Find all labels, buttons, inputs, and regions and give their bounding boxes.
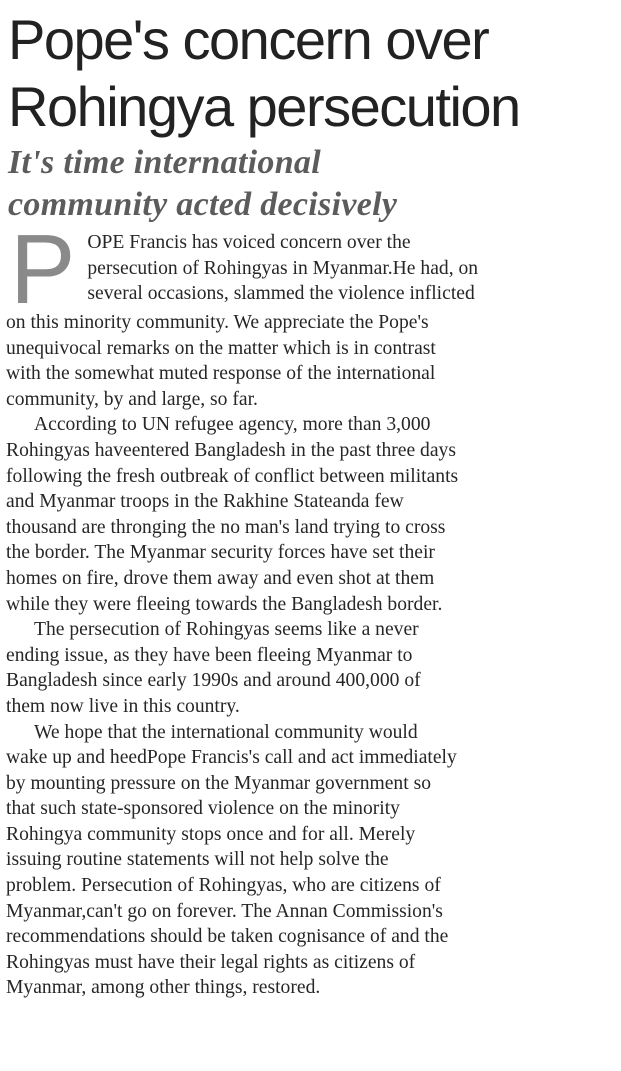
article-body: [6, 214, 612, 1001]
text-line: homes on fire, drove them away and even shot at them: [6, 567, 435, 589]
text-line: OPE Francis has voiced concern over the: [87, 232, 411, 253]
text-line: that such state-sponsored violence on the minority: [6, 798, 400, 820]
text-line: while they were fleeing towards the Bangladesh border.: [6, 593, 443, 615]
text-line: Rohingya community stops once and for all. Merely: [6, 823, 416, 845]
text-line: them now live in this country.: [6, 695, 240, 717]
text-line: thousand are thronging the no man's land trying to cross: [6, 516, 446, 538]
text-line: We hope that the international community would: [34, 721, 418, 743]
text-line: community, by and large, so far.: [6, 388, 258, 410]
text-line: ending issue, as they have been fleeing Myanmar to: [6, 644, 413, 666]
editorial-article: [6, 6, 612, 1064]
text-line: According to UN refugee agency, more than 3,000: [34, 414, 431, 436]
text-line: Bangladesh since early 1990s and around 400,000 of: [6, 670, 421, 692]
text-line: The persecution of Rohingyas seems like a never: [34, 619, 419, 641]
text-line: issuing routine statements will not help solve the: [6, 849, 389, 871]
text-line: several occasions, slammed the violence inflicted: [87, 283, 475, 305]
drop-cap: P: [10, 214, 76, 324]
text-line: Rohingyas must have their legal rights as citizens of: [6, 951, 416, 973]
paragraph-4: [6, 720, 612, 1002]
text-line: wake up and heedPope Francis's call and act immediately: [6, 747, 457, 769]
text-line: unequivocal remarks on the matter which is in contrast: [6, 337, 436, 359]
text-line: Myanmar,can't go on forever. The Annan Commission's: [6, 900, 443, 922]
text-line: problem. Persecution of Rohingyas, who are citizens of: [6, 875, 441, 897]
text-line: by mounting pressure on the Myanmar government so: [6, 772, 431, 794]
paragraph-1: [6, 214, 612, 412]
text-line: Rohingyas haveentered Bangladesh in the past three days: [6, 439, 456, 461]
text-line: recommendations should be taken cognisance of and the: [6, 926, 449, 948]
subheadline: [6, 142, 612, 226]
text-line: following the fresh outbreak of conflict between militants: [6, 465, 459, 487]
text-line: and Myanmar troops in the Rakhine Stateanda few: [6, 491, 404, 513]
paragraph-2: [6, 412, 612, 617]
text-line: on this minority community. We appreciate the Pope's: [6, 312, 429, 333]
text-line: Myanmar, among other things, restored.: [6, 977, 321, 999]
headline-line: Pope's concern over: [8, 8, 489, 71]
text-line: persecution of Rohingyas in Myanmar.He had, on: [87, 257, 479, 279]
headline: [6, 6, 612, 140]
text-line: with the somewhat muted response of the international: [6, 363, 436, 385]
paragraph-3: [6, 617, 612, 719]
headline-line: Rohingya persecution: [8, 75, 520, 138]
subheadline-line: It's time international: [8, 144, 321, 181]
subheadline-line: community acted decisively: [8, 186, 398, 223]
text-line: the border. The Myanmar security forces have set their: [6, 542, 435, 564]
